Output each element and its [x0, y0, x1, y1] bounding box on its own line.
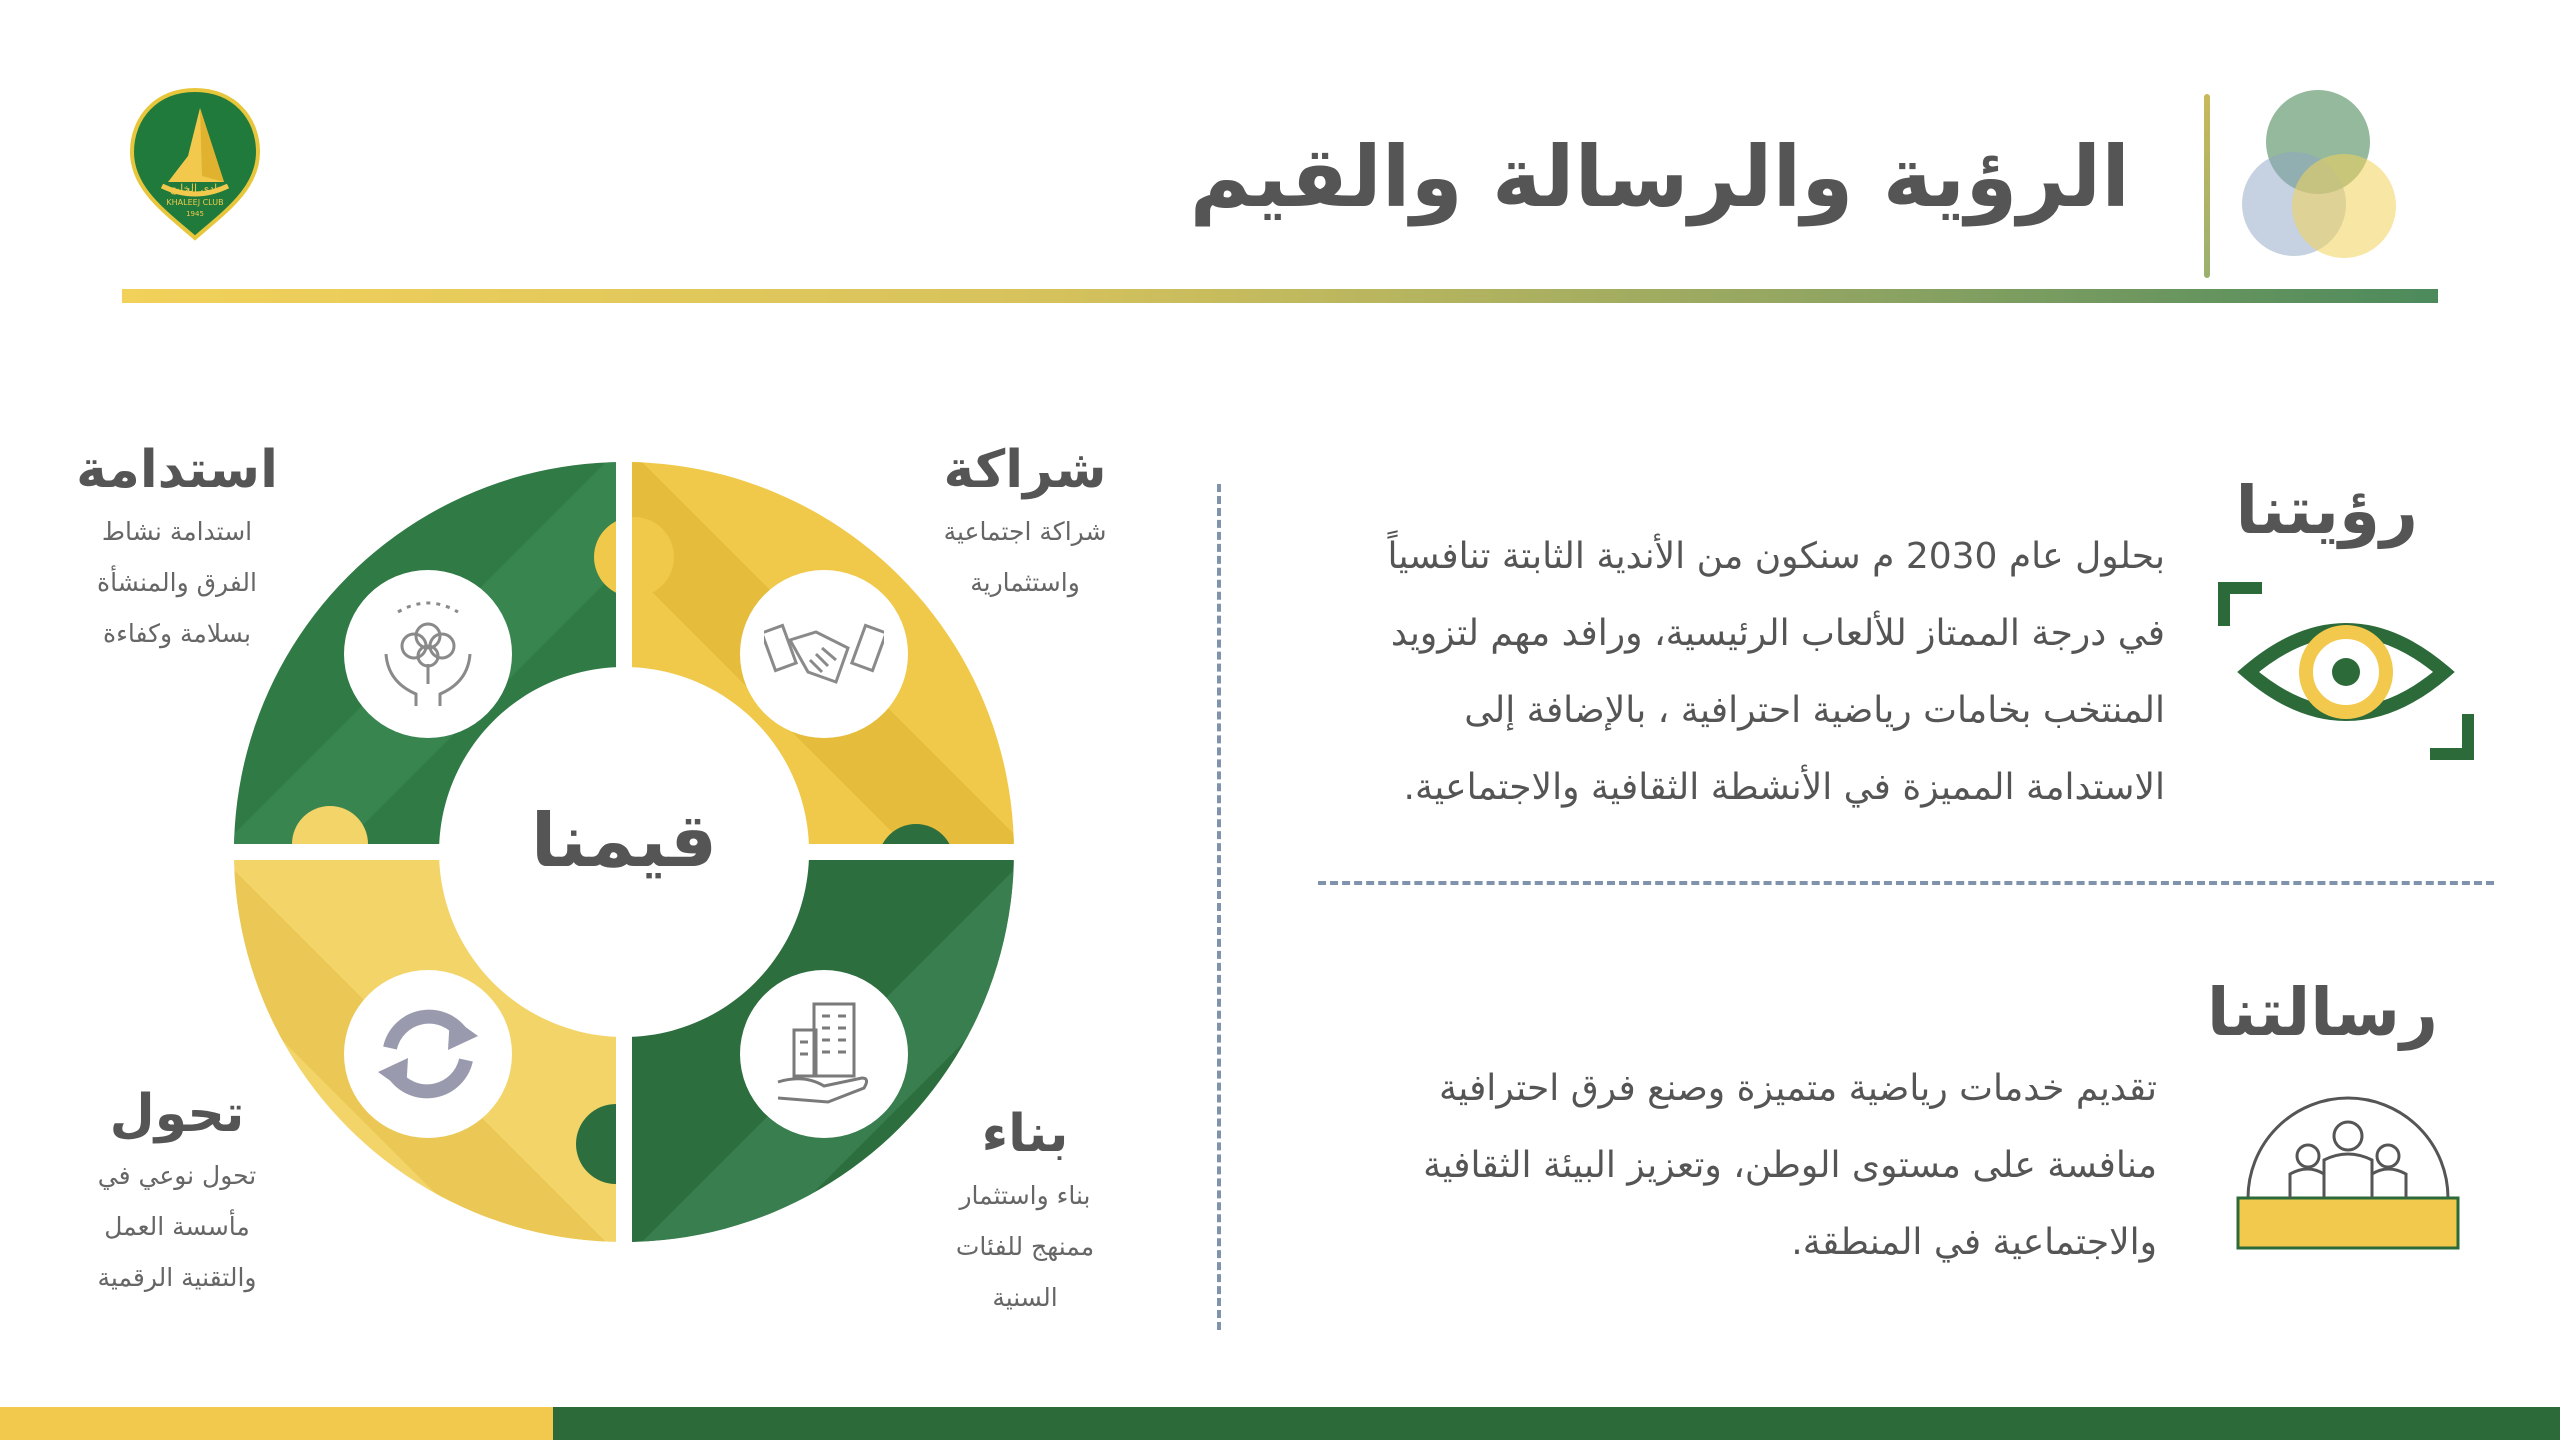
page-title: الرؤية والرسالة والقيم — [1189, 128, 2130, 226]
logo-text-ar: نادي الخليج — [169, 182, 221, 195]
value-desc-line: مأسسة العمل — [104, 1212, 250, 1241]
value-desc-line: شراكة اجتماعية — [943, 517, 1107, 546]
value-desc-line: بناء واستثمار — [959, 1181, 1091, 1210]
mission-line: والاجتماعية في المنطقة. — [1791, 1222, 2157, 1263]
value-desc — [72, 1150, 282, 1303]
club-logo — [128, 86, 262, 242]
values-ring — [224, 452, 1024, 1252]
value-desc — [920, 1170, 1130, 1323]
value-transformation — [72, 1084, 282, 1303]
value-desc-line: واستثمارية — [970, 568, 1080, 597]
refresh-arrows-icon — [368, 994, 488, 1114]
mission-line: تقديم خدمات رياضية متميزة وصنع فرق احترافية — [1438, 1068, 2157, 1109]
mission-title: رسالتنا — [2206, 974, 2438, 1051]
team-dome-icon — [2236, 1090, 2460, 1256]
vision-line: بحلول عام 2030 م سنكون من الأندية الثابتة تنافسياً — [1387, 536, 2165, 577]
value-title: شراكة — [943, 440, 1107, 500]
mission-line: منافسة على مستوى الوطن، وتعزيز البيئة الثقافية — [1423, 1145, 2157, 1186]
value-desc — [72, 506, 282, 659]
footer-bar-green — [553, 1407, 2560, 1440]
logo-text-en: KHALEEJ CLUB — [166, 198, 224, 207]
vision-text — [1265, 518, 2165, 826]
value-desc-line: السنية — [992, 1283, 1058, 1312]
vision-line: المنتخب بخامات رياضية احترافية ، بالإضافة إلى — [1464, 690, 2165, 731]
values-center-label: قيمنا — [530, 798, 718, 884]
handshake-icon — [764, 594, 884, 714]
eye-icon — [2216, 578, 2476, 764]
value-desc-line: والتقنية الرقمية — [97, 1263, 257, 1292]
title-divider — [2204, 94, 2210, 278]
header-gradient-bar — [122, 289, 2438, 303]
value-partnership — [920, 440, 1130, 608]
vision-line: في درجة الممتاز للألعاب الرئيسية، ورافد مهم لتزويد — [1390, 613, 2165, 654]
value-title: استدامة — [76, 440, 278, 500]
value-desc-line: ممنهج للفئات — [955, 1232, 1095, 1261]
value-title: تحول — [109, 1084, 245, 1144]
footer-bar-yellow — [0, 1407, 553, 1440]
value-desc-line: بسلامة وكفاءة — [102, 619, 251, 648]
building-hand-icon — [764, 994, 884, 1114]
value-desc-line: استدامة نشاط — [101, 517, 253, 546]
hands-clover-icon — [368, 594, 488, 714]
vision-line: الاستدامة المميزة في الأنشطة الثقافية والاجتماعية. — [1403, 767, 2165, 808]
value-building — [920, 1104, 1130, 1323]
logo-year: 1945 — [186, 210, 204, 218]
vision-title: رؤيتنا — [2235, 472, 2418, 549]
horizontal-divider — [1318, 881, 2494, 885]
mission-text — [1257, 1050, 2157, 1281]
value-desc-line: تحول نوعي في — [97, 1161, 257, 1190]
value-title: بناء — [981, 1104, 1069, 1164]
value-desc-line: الفرق والمنشأة — [97, 568, 257, 597]
value-sustainability — [72, 440, 282, 659]
value-desc — [920, 506, 1130, 608]
vertical-divider — [1217, 484, 1221, 1330]
venn-circles-icon — [2236, 88, 2406, 264]
